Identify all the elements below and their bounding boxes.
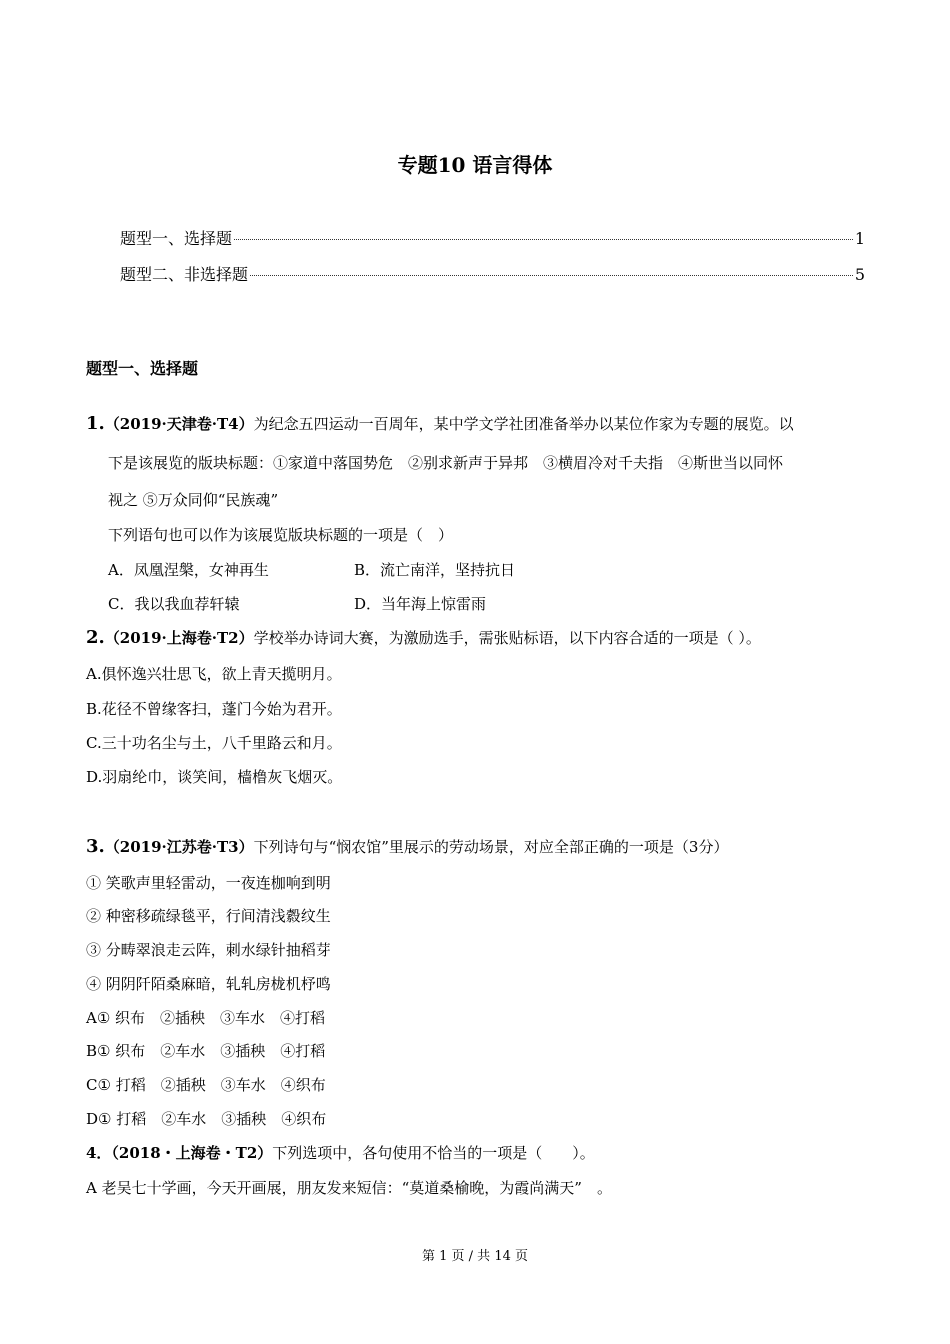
question-source: （2019·上海卷·T2） bbox=[104, 629, 254, 647]
option-b: B.花径不曾缘客扫，蓬门今始为君开。 bbox=[86, 700, 342, 718]
toc-leader-dots bbox=[234, 239, 853, 240]
option-d: D.羽扇纶巾，谈笑间，樯橹灰飞烟灭。 bbox=[86, 768, 343, 786]
option-d: D① 打稻 ②车水 ③插秧 ④织布 bbox=[86, 1110, 327, 1128]
question-source: （2019·天津卷·T4） bbox=[104, 415, 254, 433]
question-3-header bbox=[86, 837, 728, 857]
question-text: 下列选项中，各句使用不恰当的一项是（ ）。 bbox=[272, 1144, 595, 1162]
option-c: C① 打稻 ②插秧 ③车水 ④织布 bbox=[86, 1076, 326, 1094]
question-number: 1. bbox=[86, 413, 105, 434]
option-a: A 老吴七十学画，今天开画展，朋友发来短信：“莫道桑榆晚，为霞尚满天” 。 bbox=[86, 1179, 612, 1197]
question-2-header bbox=[86, 628, 761, 648]
question-text: 为纪念五四运动一百周年，某中学文学社团准备举办以某位作家为专题的展览。以 bbox=[253, 415, 794, 433]
question-source: （2019·江苏卷·T3） bbox=[104, 838, 254, 856]
question-number: 2. bbox=[86, 627, 105, 648]
option-c: C．我以我血荐轩辕 bbox=[108, 595, 240, 613]
question-1-header bbox=[86, 414, 794, 434]
toc-entry-label: 题型二、非选择题 bbox=[120, 265, 249, 284]
option-a: A.俱怀逸兴壮思飞，欲上青天揽明月。 bbox=[86, 665, 342, 683]
option-d: D．当年海上惊雷雨 bbox=[354, 595, 487, 613]
document-title: 专题10 语言得体 bbox=[397, 153, 553, 177]
option-c: C.三十功名尘与土，八千里路云和月。 bbox=[86, 734, 342, 752]
question-source: 4．（2018・上海卷・T2） bbox=[86, 1144, 273, 1162]
poem-line-1: ① 笑歌声里轻雷动，一夜连枷响到明 bbox=[86, 874, 331, 892]
question-text: 学校举办诗词大赛，为激励选手，需张贴标语，以下内容合适的一项是（ ）。 bbox=[253, 629, 761, 647]
toc-entry-label: 题型一、选择题 bbox=[120, 229, 233, 248]
question-4-header bbox=[86, 1143, 595, 1163]
section-heading: 题型一、选择题 bbox=[86, 359, 199, 378]
question-text-line: 下是该展览的版块标题：①家道中落国势危 ②别求新声于异邦 ③横眉冷对千夫指 ④斯世当以同怀 bbox=[108, 454, 784, 472]
question-prompt: 下列语句也可以作为该展览版块标题的一项是（ ） bbox=[108, 526, 454, 544]
option-b: B① 织布 ②车水 ③插秧 ④打稻 bbox=[86, 1042, 326, 1060]
poem-line-4: ④ 阴阴阡陌桑麻暗，轧轧房栊机杼鸣 bbox=[86, 975, 331, 993]
poem-line-3: ③ 分畴翠浪走云阵，刺水绿针抽稻芽 bbox=[86, 941, 331, 959]
question-text-line: 视之 ⑤万众同仰“民族魂” bbox=[108, 491, 279, 509]
option-a: A．凤凰涅槃，女神再生 bbox=[108, 561, 269, 579]
page-footer: 第 1 页 / 共 14 页 bbox=[422, 1249, 528, 1264]
poem-line-2: ② 种密移疏绿毯平，行间清浅縠纹生 bbox=[86, 907, 331, 925]
toc-entry-page: 5 bbox=[854, 265, 865, 284]
option-b: B．流亡南洋，坚持抗日 bbox=[354, 561, 516, 579]
toc-entry-page: 1 bbox=[854, 229, 865, 248]
option-a: A① 织布 ②插秧 ③车水 ④打稻 bbox=[86, 1009, 326, 1027]
question-text: 下列诗句与“悯农馆”里展示的劳动场景，对应全部正确的一项是（3分） bbox=[253, 838, 729, 856]
toc-entry-2[interactable] bbox=[120, 264, 865, 286]
toc-leader-dots bbox=[250, 275, 853, 276]
toc-entry-1[interactable] bbox=[120, 228, 865, 250]
question-number: 3. bbox=[86, 836, 105, 857]
